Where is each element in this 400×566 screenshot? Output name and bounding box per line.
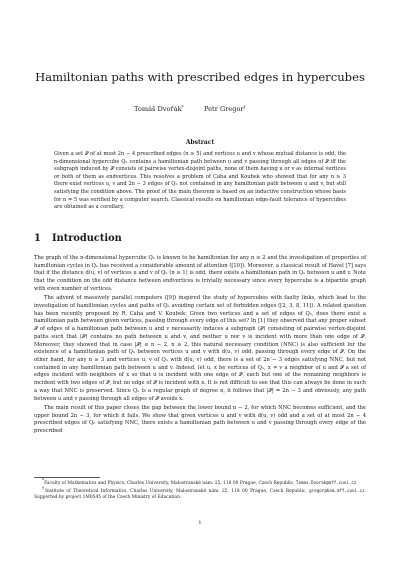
author-1 bbox=[134, 105, 184, 113]
paper-title: Hamiltonian paths with prescribed edges in hypercubes bbox=[35, 70, 365, 84]
section-heading bbox=[34, 233, 122, 245]
footnote-2-email[interactable]: gregor@kam.mff.cuni.cz bbox=[309, 487, 365, 493]
footnote-1-mark: * bbox=[42, 477, 45, 483]
footnote-2-text: Institute of Theoretical Informatics, Charles University, Malostranské nám. 25, 118 00 Prague, Czech Republic, bbox=[45, 488, 307, 494]
author-2 bbox=[204, 105, 246, 113]
footnote-1-text: Faculty of Mathematics and Physics, Charles University, Malostranské nám. 25, 118 00 Prague, Czech Republic, bbox=[44, 481, 295, 486]
section-number: 1 bbox=[34, 233, 41, 244]
paragraph-2: The advent of massively parallel computers ([9]) inspired the study of hypercubes with faulty links, which lead to the investigation of hamiltonian cycles and paths of Qₙ avoiding certain set of forbidden edges ([2, 3, 8, 11]). A related question has been recently proposed by R. Caha and V. Koubek: Given two vertices and a set of edges of Qₙ, does there exist a hamiltonian path between given vertices, passing through every edge of this set? In [1] they observed that any proper subset 𝒫 of edges of a hamiltonian path between u and v necessarily induces a subgraph ⟨𝒫⟩ consisting of pairwise vertex-disjoint paths such that ⟨𝒫⟩ contains no path between u and v, and neither u nor v is incident with more than one edge of 𝒫. Moreover, they showed that in case |𝒫| ≤ n − 2, n ≥ 2, this natural necessary condition (NNC) is also sufficient for the existence of a hamiltonian path of Qₙ between vertices u and v with d(u, v) odd, passing through every edge of 𝒫. On the other hand, for any n ≥ 3 and vertices u, v of Qₙ with d(u, v) odd, there is a set of 2n − 3 edges satisfying NNC, but not contained in any hamiltonian path between u and v. Indeed, let u, x be vertices of Qₙ, x ≠ v a neighbor of u and 𝒫 a set of edges incident with neighbors of x so that u is incident with one edge of 𝒫, each but one of the remaining neighbors is incident with two edges of 𝒫, but no edge of 𝒫 is incident with x. It is not difficult to see that this can always be done in such a way that NNC is preserved. Since Qₙ is a regular graph of degree n, it follows that |𝒫| = 2n − 3 and obviously, any path between u and v passing through all edges of 𝒫 avoids x. bbox=[34, 295, 366, 402]
footnotes bbox=[34, 477, 366, 502]
page-number: 1 bbox=[198, 520, 202, 526]
footnote-1-email[interactable]: Tomas.Dvorak@mff.cuni.cz bbox=[295, 480, 357, 485]
footnote-2 bbox=[34, 485, 366, 502]
author-2-name: Petr Gregor bbox=[204, 105, 244, 113]
author-2-footnote-mark: † bbox=[243, 104, 246, 110]
abstract-text: Given a set 𝒫 of at most 2n − 4 prescribed edges (n ≥ 5) and vertices u and v whose mutual distance is odd, the n-dimensional hypercube Qₙ contains a hamiltonian path between u and v passing through all edges of 𝒫 iff the subgraph induced by 𝒫 consists of pairwise vertex-disjoint paths, none of them having u or v as internal vertices or both of them as endvertices. This resolves a problem of Caha and Koubek who showed that for any n ≥ 3 there exist vertices u, v and 2n − 3 edges of Qₙ not contained in any hamiltonian path between u and v, but still satisfying the condition above. The proof of the main theorem is based on an inductive construction whose basis for n = 5 was verified by a computer search. Classical results on hamiltonian edge-fault tolerance of hypercubes are obtained as a corollary. bbox=[54, 151, 346, 211]
footnote-2-tail: . Supported by project 1M0545 of the Czech Ministry of Education. bbox=[34, 488, 366, 501]
footnote-2-mark: † bbox=[42, 485, 46, 491]
paragraph-1: The graph of the n-dimensional hypercube Qₙ is known to be hamiltonian for any n ≥ 2 and the investigation of properties of hamiltonian cycles in Qₙ has received a considerable amount of attention ([10]). Moreover, a classical result of Havel [7] says that if the distance d(u, v) of vertices u and v of Qₙ (n ≥ 1) is odd, there exists a hamiltonian path in Qₙ between u and v. Note that the condition on the odd distance between endvertices is trivially necessary since every hypercube is a bipartite graph with even number of vertices. bbox=[34, 255, 366, 292]
author-1-footnote-mark: * bbox=[181, 104, 184, 110]
author-1-name: Tomáš Dvořák bbox=[134, 105, 182, 113]
body-text bbox=[34, 255, 366, 436]
section-title: Introduction bbox=[52, 233, 122, 244]
abstract-heading: Abstract bbox=[185, 139, 215, 146]
paragraph-3: The main result of this paper closes the gap between the lower bound n − 2, for which NNC becomes sufficient, and the upper bound 2n − 3, for which it fails. We show that given vertices u and v with d(u, v) odd and a set of at most 2n − 4 prescribed edges of Qₙ satisfying NNC, there exists a hamiltonian path between u and v passing through every edge of the prescribed bbox=[34, 404, 366, 434]
